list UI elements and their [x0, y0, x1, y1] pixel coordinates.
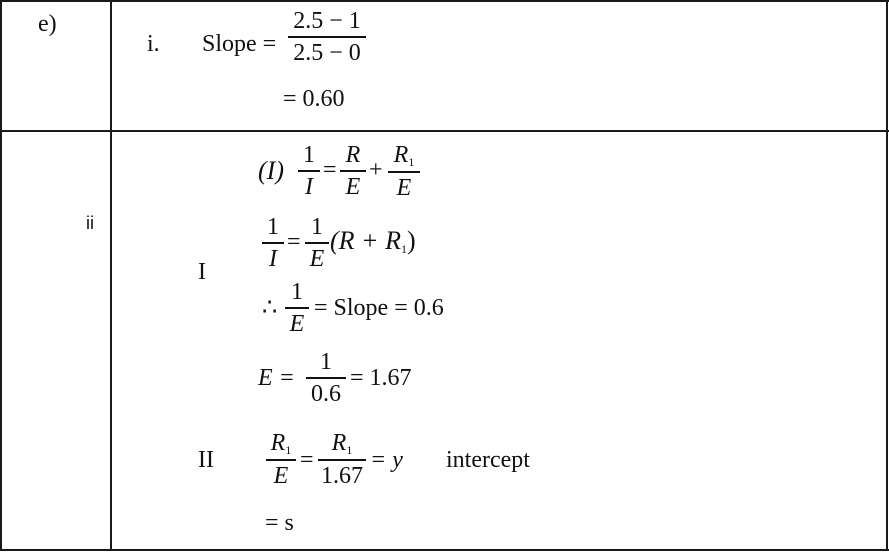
question-label-ii: ii: [86, 213, 94, 233]
eq1-equals: =: [323, 157, 337, 183]
table-top-border: [0, 0, 889, 2]
eq5-rhs: = y: [370, 447, 403, 473]
slope-result: = 0.60: [283, 86, 345, 112]
eq3-frac: 1 E: [285, 280, 309, 336]
slope-denominator: 2.5 − 0: [293, 40, 361, 66]
eq1-frac-3: $R_1$ E: [388, 143, 420, 200]
eq4-lhs: E =: [258, 365, 295, 391]
part-label-i: i.: [147, 31, 160, 57]
column-divider: [110, 0, 112, 551]
question-label-e: e): [38, 11, 57, 37]
eq5-frac-1: $R_1$ E: [266, 431, 296, 488]
eq1-frac-1: 1 I: [298, 143, 320, 199]
row-divider: [0, 130, 889, 132]
eq5-intercept-word: intercept: [446, 447, 530, 473]
eq5-equals: =: [300, 447, 314, 473]
table-left-border: [0, 0, 2, 551]
eq4-frac: 1 0.6: [306, 350, 346, 406]
fraction-bar: [288, 36, 366, 38]
slope-numerator: 2.5 − 1: [293, 8, 361, 34]
slope-label: Slope =: [202, 31, 277, 57]
eq5-frac-2: $R_1$ 1.67: [318, 431, 366, 488]
eq2-equals: =: [287, 229, 301, 255]
step-label-II: II: [198, 447, 214, 473]
eq1-lhs: (I): [258, 156, 284, 185]
step-label-I: I: [198, 259, 206, 285]
eq2-frac-1: 1 I: [262, 215, 284, 271]
equation-6: = s: [265, 510, 294, 536]
eq4-rhs: = 1.67: [350, 365, 412, 391]
eq1-frac-2: R E: [340, 143, 366, 199]
eq2-rhs: $(R + R_1)$: [330, 226, 416, 256]
table-bottom-border: [0, 549, 889, 551]
slope-fraction: [288, 9, 366, 65]
table-right-border: [886, 0, 888, 551]
eq1-plus: +: [369, 157, 383, 183]
eq3-rhs: = Slope = 0.6: [314, 295, 444, 321]
eq2-frac-2: 1 E: [305, 215, 329, 271]
therefore-symbol: ∴: [262, 295, 278, 321]
